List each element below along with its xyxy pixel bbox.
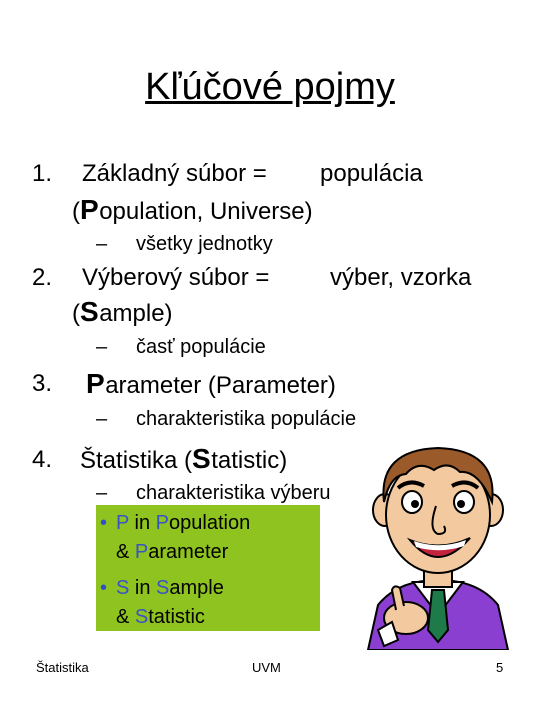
cartoon-man-icon	[348, 430, 528, 650]
bullet-s-symbol: •	[100, 577, 108, 599]
item-3-number: 3.	[32, 370, 53, 397]
item-4-term: Štatistika (Statistic)	[80, 443, 288, 474]
item-1-term: Základný súbor =	[82, 160, 267, 187]
item-2-term: Výberový súbor =	[82, 264, 270, 291]
bullet-p-symbol: •	[100, 512, 108, 534]
slide-title: Kľúčové pojmy	[145, 66, 395, 108]
item-1-dash: –	[96, 233, 108, 255]
item-1-subtext: všetky jednotky	[136, 233, 273, 255]
item-2-definition: výber, vzorka	[330, 264, 472, 291]
bullet-p-line2: & Parameter	[116, 541, 229, 563]
item-1-number: 1.	[32, 160, 53, 187]
item-2-number: 2.	[32, 264, 53, 291]
item-2-english: (Sample)	[72, 296, 173, 327]
item-4-dash: –	[96, 482, 108, 504]
item-3-subtext: charakteristika populácie	[136, 408, 357, 430]
item-2-subtext: časť populácie	[136, 336, 266, 358]
item-3-dash: –	[96, 408, 108, 430]
item-2-dash: –	[96, 336, 108, 358]
footer-left: Štatistika	[36, 660, 89, 675]
bullet-s-line1: S in Sample	[116, 577, 224, 599]
page-number: 5	[496, 660, 504, 675]
item-1-english: (Population, Universe)	[72, 194, 313, 225]
bullet-s-line2: & Statistic	[116, 606, 205, 628]
item-3-term: Parameter (Parameter)	[86, 368, 336, 399]
item-4-subtext: charakteristika výberu	[136, 482, 331, 504]
item-4-number: 4.	[32, 446, 53, 473]
item-1-definition: populácia	[320, 160, 423, 187]
bullet-p-line1: P in Population	[116, 512, 251, 534]
footer-center: UVM	[252, 660, 281, 675]
